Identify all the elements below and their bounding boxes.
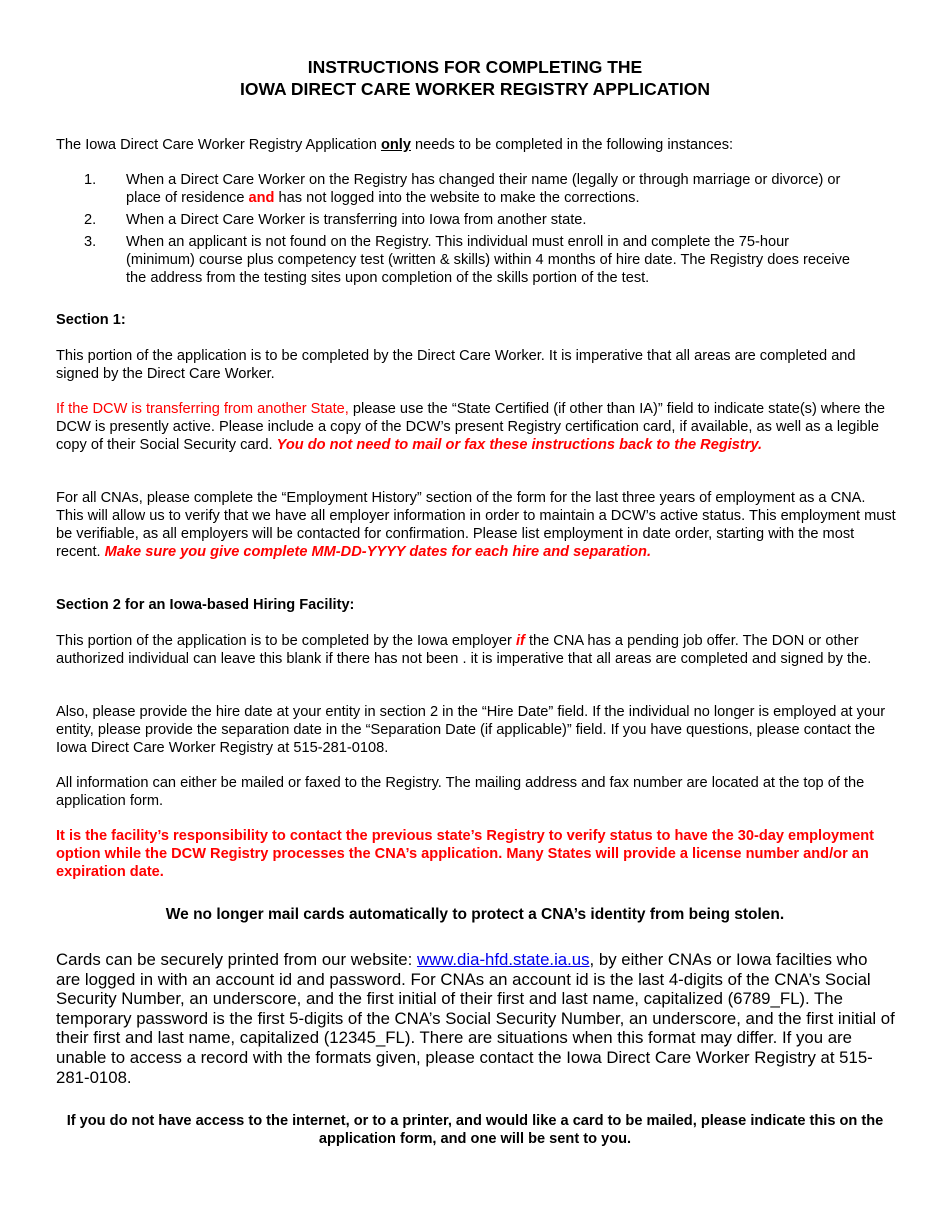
cards-text-after: , by either CNAs or Iowa facilties who are logged in with an account id and password. For CNAs an account id is the last 4-digits of the CNA’s Social Security Number, an underscore, and the first initial of their first and last name, capitalized (6789_FL). The temporary password is the first 5-digits of the CNA’s Social Security Number, an underscore, and the first initial of their first and last name, capitalized (12345_FL). There are situations when this format may differ. If you are unable to access a record with the formats given, please contact the Iowa Direct Care Worker Registry at 515-281-0108.	[56, 950, 895, 1087]
list-item-text: When a Direct Care Worker is transferring into Iowa from another state.	[126, 212, 587, 228]
list-item-number: 1.	[84, 172, 97, 188]
title-line-1: INSTRUCTIONS FOR COMPLETING THE	[307, 57, 643, 77]
page-title	[0, 56, 950, 100]
employer-if-emphasis: if	[515, 633, 525, 649]
list-item-number: 3.	[84, 234, 97, 250]
section-2-paragraph-2: Also, please provide the hire date at your entity in section 2 in the “Hire Date” field. If the individual no longer is employed at your entity, please provide the separation date in the “Separation Date (if applicable)” field. If you have questions, please contact the Iowa Direct Care Worker Registry at 515-281-0108.	[56, 704, 886, 756]
employment-history-emphasis: Make sure you give complete MM-DD-YYYY dates for each hire and separation.	[104, 544, 652, 560]
list-item-text: When an applicant is not found on the Registry. This individual must enroll in and complete the 75-hour (minimum) course plus competency test (written & skills) within 4 months of hire date. The Registry does receive the address from the testing sites upon completion of the skills portion of the test.	[126, 234, 851, 286]
intro-text-before: The Iowa Direct Care Worker Registry Application	[56, 137, 381, 153]
section-1-paragraph-1: This portion of the application is to be completed by the Direct Care Worker. It is imperative that all areas are completed and signed by the Direct Care Worker.	[56, 348, 856, 382]
section-1-paragraph-3	[56, 489, 896, 561]
facility-responsibility-notice: It is the facility’s responsibility to contact the previous state’s Registry to verify status to have the 30-day employment option while the DCW Registry processes the CNA’s application. Many States will provide a license number and/or an expiration date.	[56, 828, 875, 880]
transfer-note-emphasis: You do not need to mail or fax these instructions back to the Registry.	[276, 437, 763, 453]
no-mail-notice: We no longer mail cards automatically to protect a CNA’s identity from being stolen.	[165, 906, 785, 923]
instances-list	[56, 171, 856, 291]
list-item	[56, 233, 856, 287]
footer-notice: If you do not have access to the internet, or to a printer, and would like a card to be mailed, please indicate this on the application form, and one will be sent to you.	[66, 1113, 884, 1147]
section-2-heading: Section 2 for an Iowa-based Hiring Facility:	[56, 597, 355, 613]
employment-history-text: For all CNAs, please complete the “Employment History” section of the form for the last three years of employment as a CNA. This will allow us to verify that we have all employer information in order to maintain a DCW’s active status. This employment must be verifiable, as all employers will be contacted for confirmation. Please list employment in date order, starting with the most recent.	[56, 490, 896, 560]
section-2-paragraph-3: All information can either be mailed or faxed to the Registry. The mailing address and fax number are located at the top of the application form.	[56, 775, 865, 809]
list-item-text: When a Direct Care Worker on the Registry has changed their name (legally or through marriage or divorce) or place of residence	[126, 172, 841, 206]
transfer-note-text: please use the “State Certified (if other than IA)” field to indicate state(s) where the DCW is presently active. Please include a copy of the DCW’s present Registry certification card, if available, as well as a legible copy of their Social Security card.	[56, 401, 885, 453]
section-2-paragraph-1	[56, 632, 896, 668]
list-item	[56, 171, 856, 207]
intro-paragraph	[56, 136, 896, 154]
employer-text-before: This portion of the application is to be completed by the Iowa employer	[56, 633, 516, 649]
title-line-2: IOWA DIRECT CARE WORKER REGISTRY APPLICATION	[240, 79, 710, 99]
list-item-emphasis: and	[248, 190, 275, 206]
intro-text-after: needs to be completed in the following instances:	[410, 137, 734, 153]
section-1-heading: Section 1:	[56, 312, 126, 328]
website-link[interactable]: www.dia-hfd.state.ia.us	[416, 950, 590, 969]
transfer-note-red: If the DCW is transferring from another State,	[56, 401, 349, 417]
cards-paragraph	[56, 950, 896, 1087]
employer-text-after: the CNA has a pending job offer. The DON or other authorized individual can leave this blank if there has not been . it is imperative that all areas are completed and signed by the.	[56, 633, 872, 667]
cards-text-before: Cards can be securely printed from our website:	[56, 950, 417, 969]
list-item-text: has not logged into the website to make the corrections.	[274, 190, 640, 206]
section-1-paragraph-2	[56, 400, 896, 454]
list-item-number: 2.	[84, 212, 97, 228]
list-item	[56, 211, 856, 229]
intro-only-emphasis: only	[380, 137, 411, 153]
